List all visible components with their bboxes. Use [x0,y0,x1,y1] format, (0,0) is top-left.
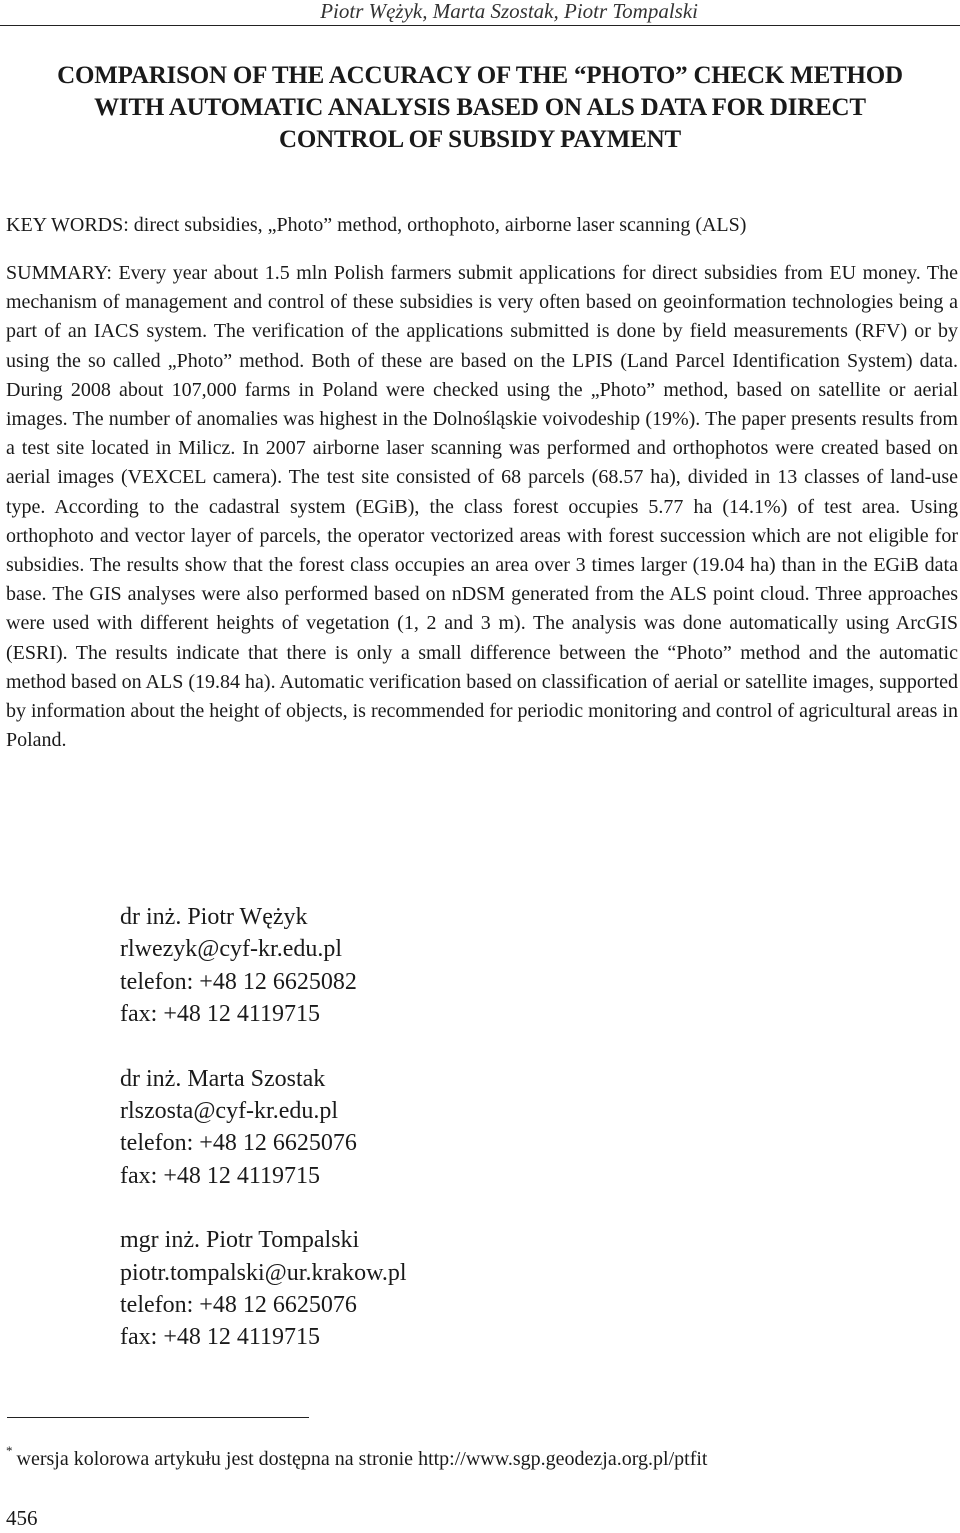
contact-fax: fax: +48 12 4119715 [120,1324,320,1351]
contact-fax: fax: +48 12 4119715 [120,1001,320,1028]
author-contacts [120,901,407,1386]
paper-title [0,60,960,156]
contact-phone: telefon: +48 12 6625076 [120,1292,357,1319]
footnote-divider [7,1417,309,1418]
title-line: WITH AUTOMATIC ANALYSIS BASED ON ALS DATA FOR DIRECT [94,94,866,121]
title-line: COMPARISON OF THE ACCURACY OF THE “PHOTO” CHECK METHOD [57,62,903,89]
header-authors: Piotr Wężyk, Marta Szostak, Piotr Tompalski [320,0,698,23]
page-number: 456 [6,1506,38,1530]
keywords: KEY WORDS: direct subsidies, „Photo” method, orthophoto, airborne laser scanning (ALS) [6,214,747,236]
contact-fax: fax: +48 12 4119715 [120,1162,320,1189]
footnote [6,1443,707,1471]
contact-name: dr inż. Marta Szostak [120,1065,326,1092]
contact-block [120,901,407,1031]
contact-block [120,1063,407,1193]
contact-email[interactable]: rlszosta@cyf-kr.edu.pl [120,1098,339,1125]
contact-phone: telefon: +48 12 6625076 [120,1130,357,1157]
footnote-text: wersja kolorowa artykułu jest dostępna na stronie http://www.sgp.geodezja.org.pl/ptfit [16,1448,708,1470]
contact-block [120,1224,407,1354]
contact-name: mgr inż. Piotr Tompalski [120,1227,360,1254]
contact-email[interactable]: piotr.tompalski@ur.krakow.pl [120,1259,407,1286]
contact-phone: telefon: +48 12 6625082 [120,968,357,995]
title-line: CONTROL OF SUBSIDY PAYMENT [278,126,682,153]
footnote-marker: * [6,1443,13,1458]
contact-email[interactable]: rlwezyk@cyf-kr.edu.pl [120,936,343,963]
summary-paragraph: SUMMARY: Every year about 1.5 mln Polish farmers submit applications for direct subsidies from EU money. The mechanism of management and control of these subsidies is very often based on geoinformation technologies being a part of an IACS system. The verification of the applications submitted is done by field measurements (RFV) or by using the so called „Photo” method. Both of these are based on the LPIS (Land Parcel Identification System) data. During 2008 about 107,000 farms in Poland were checked using the „Photo” method, based on satellite or aerial images. The number of anomalies was highest in the Dolnośląskie voivodeship (19%). The paper presents results from a test site located in Milicz. In 2007 airborne laser scanning was performed and orthophotos were created based on aerial images (VEXCEL camera). The test site consisted of 68 parcels (68.57 ha), divided in 13 classes of land-use type. According to the cadastral system (EGiB), the class forest occupies 5.77 ha (14.1%) of test area. Using orthophoto and vector layer of parcels, the operator vectorized areas with forest succession which are not eligible for subsidies. The results show that the forest class occupies an area over 3 times larger (19.04 ha) than in the EGiB data base. The GIS analyses were also performed based on nDSM generated from the ALS point cloud. Three approaches were used with different heights of vegetation (1, 2 and 3 m). The analysis was done automatically using ArcGIS (ESRI). The results indicate that there is only a small difference between the “Photo” method and the automatic method based on ALS (19.84 ha). Automatic verification based on classification of aerial or satellite images, supported by information about the height of objects, is recommended for periodic monitoring and control of agricultural areas in Poland. [6,262,958,752]
running-header [0,0,960,26]
contact-name: dr inż. Piotr Wężyk [120,904,308,930]
